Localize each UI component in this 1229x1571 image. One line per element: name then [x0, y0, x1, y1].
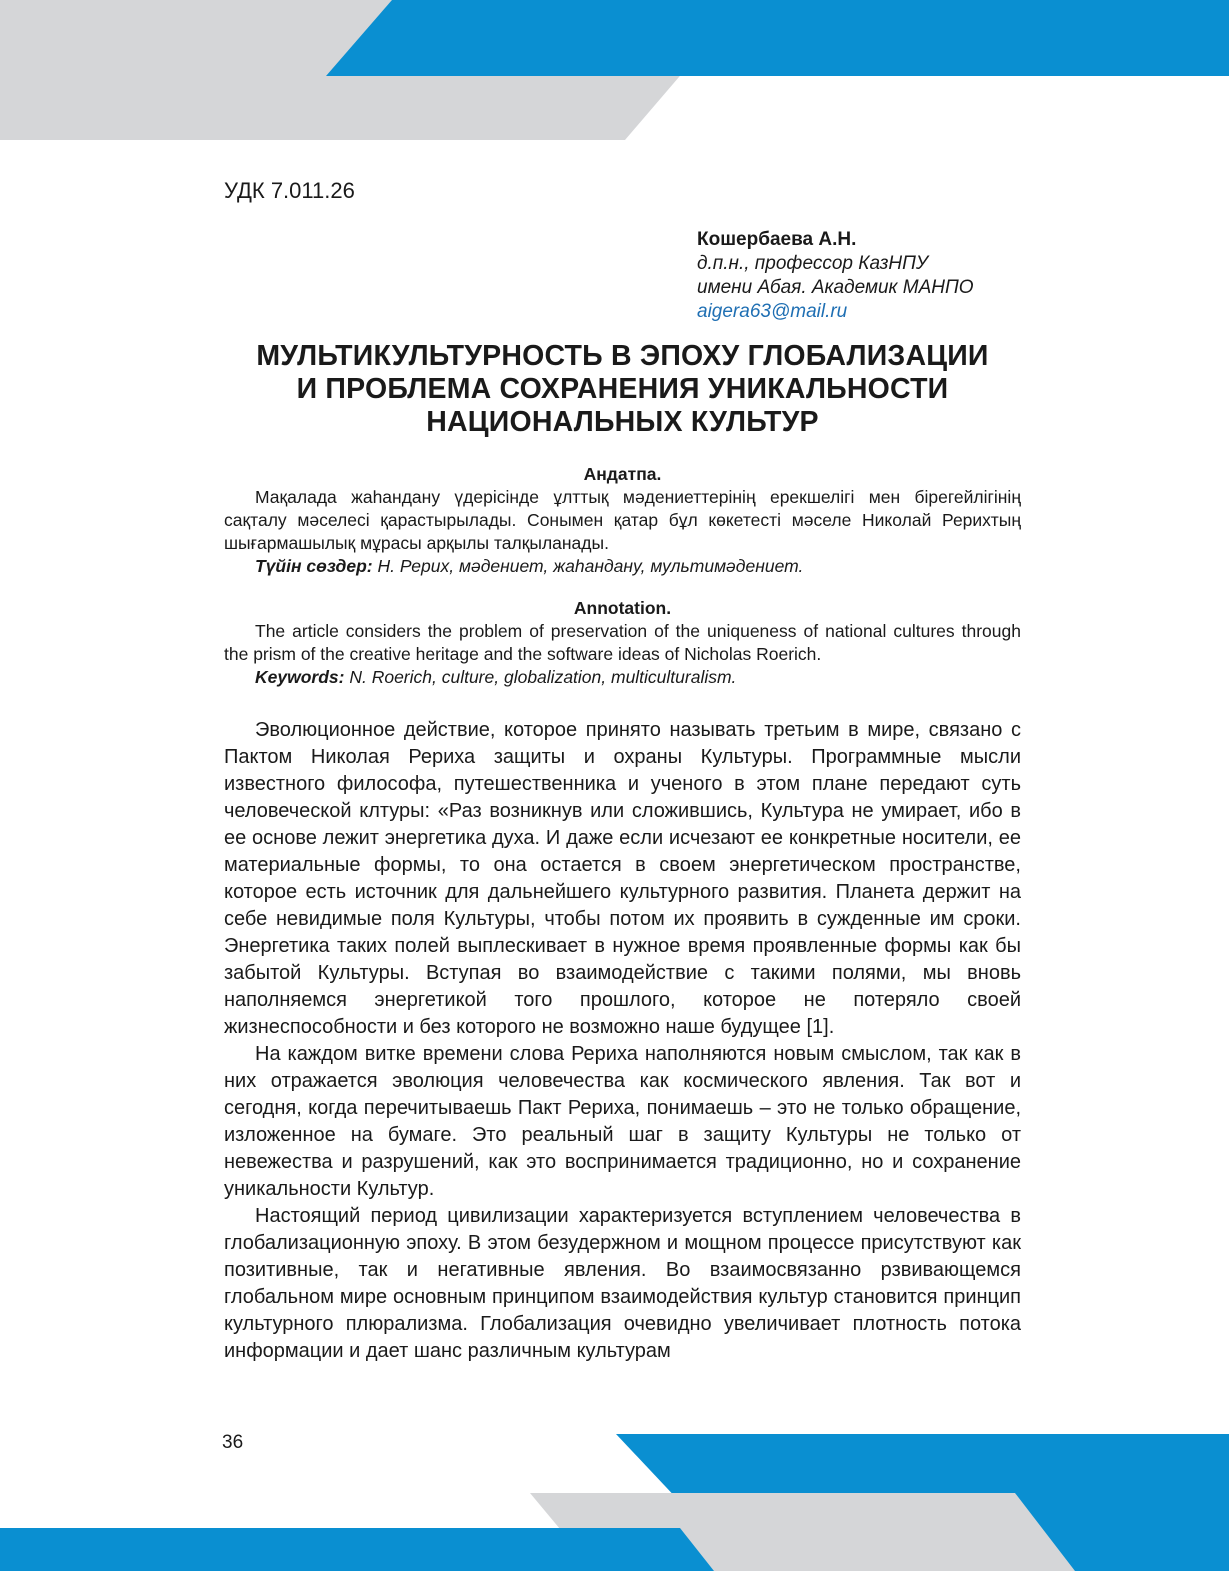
title-line-2: И ПРОБЛЕМА СОХРАНЕНИЯ УНИКАЛЬНОСТИ — [296, 373, 949, 405]
abstract-kazakh-heading: Андатпа. — [583, 464, 662, 484]
page-number: 36 — [222, 1432, 244, 1453]
body-paragraph-2: На каждом витке времени слова Рериха наполняются новым смыслом, так как в них отражается эволюция человечества как космического явления. Так вот и сегодня, когда перечитываешь Пакт Рериха, понимаешь – это не только обращение, изложенное на бумаге. Это реальный шаг в защиту Культуры не только от невежества и разрушений, как это воспринимается традиционно, но и сохранение уникальности Культур. — [224, 1043, 1021, 1200]
abstract-english-text: The article considers the problem of preservation of the uniqueness of national cultures through the prism of the creative heritage and the software ideas of Nicholas Roerich. — [224, 621, 1021, 664]
author-block — [697, 228, 974, 324]
keywords-kazakh: Н. Рерих, мәдениет, жаһандану, мультимәдениет. — [372, 556, 804, 576]
body-paragraph-3: Настоящий период цивилизации характеризуется вступлением человечества в глобализационную эпоху. В этом безудержном и мощном процессе присутствуют как позитивные, так и негативные явления. Во взаимосвязанно рзвивающемся глобальном мире основным принципом взаимодействия культур становится принцип культурного плюрализма. Глобализация очевидно увеличивает плотность потока информации и дает шанс различным культурам — [224, 1205, 1021, 1362]
udk-code: УДК 7.011.26 — [224, 178, 355, 203]
author-credentials-line1: д.п.н., профессор КазНПУ — [697, 253, 929, 274]
body-paragraph-1: Эволюционное действие, которое принято называть третьим в мире, связано с Пактом Николая Рериха защиты и охраны Культуры. Программные мысли известного философа, путешественника и ученого в этом плане передают суть человеческой клтуры: «Раз возникнув или сложившись, Культура не умирает, ибо в ее основе лежит энергетика духа. И даже если исчезают ее конкретные носители, ее материальные формы, то она остается в своем энергетическом пространстве, которое есть источник для дальнейшего культурного развития. Планета держит на себе невидимые поля Культуры, чтобы потом их проявить в сужденные им сроки. Энергетика таких полей выплескивает в нужное время проявленные формы как бы забытой Культуры. Вступая во взаимодействие с такими полями, мы вновь наполняемся энергетикой того прошлого, которое не потеряло своей жизнеспособности и без которого не возможно наше будущее [1]. — [224, 719, 1021, 1038]
abstract-english — [224, 597, 1021, 689]
keywords-english: N. Roerich, culture, globalization, multiculturalism. — [344, 667, 737, 687]
abstract-english-heading: Annotation. — [573, 598, 672, 618]
abstract-kazakh — [224, 463, 1021, 578]
author-credentials-line2: имени Абая. Академик МАНПО — [697, 277, 974, 298]
author-email-link[interactable]: aigera63@mail.ru — [697, 301, 848, 322]
article-title — [224, 340, 1021, 439]
title-line-3: НАЦИОНАЛЬНЫХ КУЛЬТУР — [426, 406, 819, 438]
abstract-kazakh-text: Мақалада жаһандану үдерісінде ұлттық мәдениеттерінің ерекшелігі мен бірегейлігінің сақталу мәселесі қарастырылады. Сонымен қатар бұл көкетесті мәселе Николай Рерихтың шығармашылық мұрасы арқылы талқыланады. — [224, 487, 1021, 553]
keywords-label-kazakh: Түйін сөздер: — [255, 556, 373, 576]
author-name: Кошербаева А.Н. — [697, 229, 857, 250]
abstract-english-keywords — [224, 666, 1021, 689]
title-line-1: МУЛЬТИКУЛЬТУРНОСТЬ В ЭПОХУ ГЛОБАЛИЗАЦИИ — [256, 340, 989, 372]
abstract-kazakh-keywords — [224, 555, 1021, 578]
article-body — [224, 717, 1021, 1365]
keywords-label-english: Keywords: — [255, 667, 345, 687]
